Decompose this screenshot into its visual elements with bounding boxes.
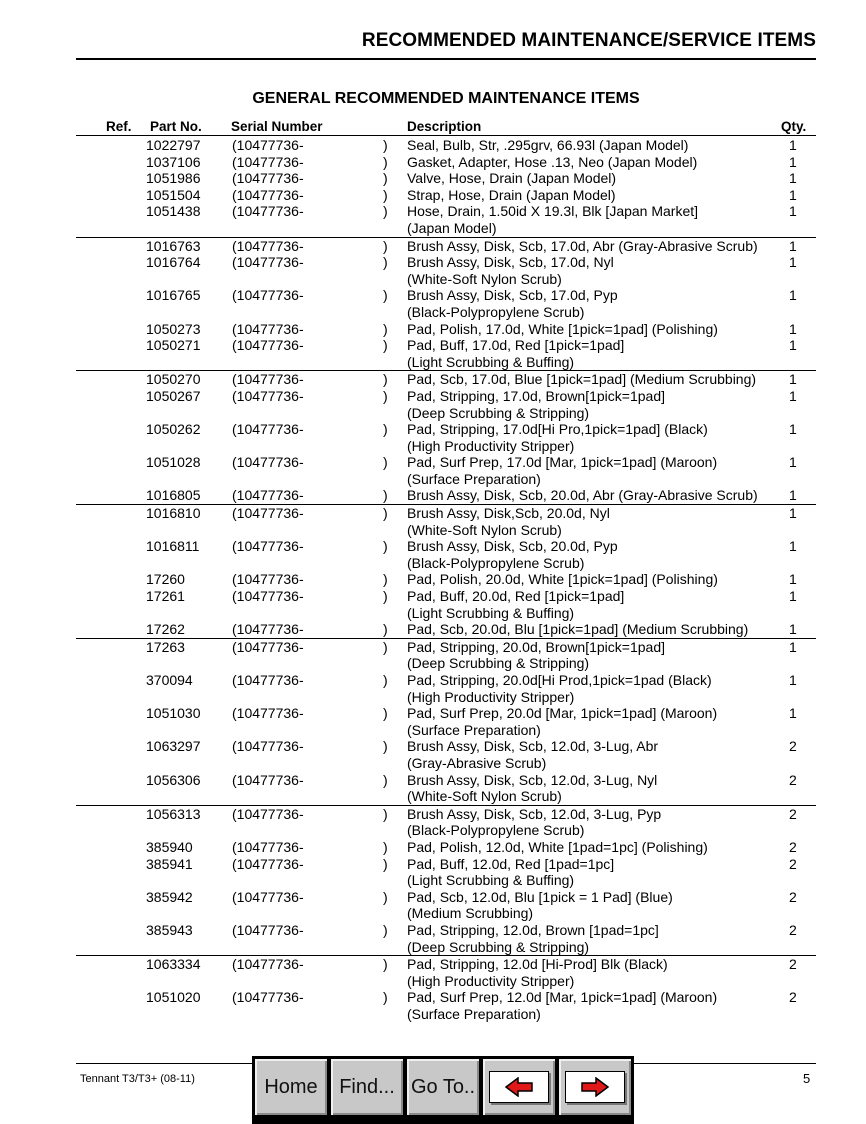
serial-number: (10477736- xyxy=(232,621,304,638)
quantity: 1 xyxy=(789,137,797,153)
page-title: RECOMMENDED MAINTENANCE/SERVICE ITEMS xyxy=(361,30,816,51)
serial-close: ) xyxy=(383,254,388,271)
serial-close: ) xyxy=(383,588,388,605)
serial-close: ) xyxy=(383,170,388,187)
part-number: 1016763 xyxy=(146,237,201,254)
serial-number: (10477736- xyxy=(232,855,304,872)
home-button[interactable]: Home xyxy=(254,1058,328,1116)
description-line2: (Surface Preparation) xyxy=(407,721,541,738)
description: Strap, Hose, Drain (Japan Model) xyxy=(407,186,616,203)
next-page-button[interactable] xyxy=(558,1058,632,1116)
quantity: 1 xyxy=(789,320,797,337)
serial-close: ) xyxy=(383,888,388,905)
serial-close: ) xyxy=(383,454,388,471)
table-row xyxy=(76,287,816,320)
description: Brush Assy, Disk, Scb, 12.0d, 3-Lug, Nyl xyxy=(407,771,658,788)
serial-close: ) xyxy=(383,505,388,522)
serial-number: (10477736- xyxy=(232,170,304,187)
table-row xyxy=(76,889,816,922)
red-left-arrow-icon xyxy=(504,1077,534,1097)
serial-close: ) xyxy=(383,956,388,973)
description: Pad, Stripping, 20.0d, Brown[1pick=1pad] xyxy=(407,638,666,655)
table-row xyxy=(76,588,816,621)
serial-close: ) xyxy=(383,137,388,153)
serial-number: (10477736- xyxy=(232,287,304,304)
description: Pad, Buff, 17.0d, Red [1pick=1pad] xyxy=(407,337,625,354)
col-header-part: Part No. xyxy=(150,119,202,134)
description-line2: (Japan Model) xyxy=(407,219,497,236)
quantity: 2 xyxy=(789,989,797,1006)
serial-close: ) xyxy=(383,638,388,655)
table-row xyxy=(76,772,816,805)
serial-close: ) xyxy=(383,771,388,788)
quantity: 1 xyxy=(789,505,797,522)
serial-number: (10477736- xyxy=(232,237,304,254)
quantity: 1 xyxy=(789,237,797,254)
table-row xyxy=(76,187,816,204)
serial-close: ) xyxy=(383,320,388,337)
description: Brush Assy, Disk, Scb, 17.0d, Nyl xyxy=(407,254,614,271)
quantity: 1 xyxy=(789,705,797,722)
col-header-qty: Qty. xyxy=(781,119,807,134)
quantity: 1 xyxy=(789,337,797,354)
description-line2: (High Productivity Stripper) xyxy=(407,972,575,989)
serial-number: (10477736- xyxy=(232,921,304,938)
part-number: 1016811 xyxy=(146,538,200,555)
serial-number: (10477736- xyxy=(232,738,304,755)
serial-number: (10477736- xyxy=(232,254,304,271)
quantity: 2 xyxy=(789,805,797,822)
description: Pad, Stripping, 17.0d[Hi Pro,1pick=1pad] (Black) xyxy=(407,421,708,438)
serial-number: (10477736- xyxy=(232,320,304,337)
part-number: 1051030 xyxy=(146,705,201,722)
serial-close: ) xyxy=(383,487,388,504)
part-number: 17262 xyxy=(146,621,185,638)
part-number: 385940 xyxy=(146,838,193,855)
description: Pad, Stripping, 12.0d [Hi-Prod] Blk (Black) xyxy=(407,956,668,973)
serial-number: (10477736- xyxy=(232,989,304,1006)
description: Pad, Polish, 12.0d, White [1pad=1pc] (Polishing) xyxy=(407,838,708,855)
description-line2: (Surface Preparation) xyxy=(407,1005,541,1022)
serial-number: (10477736- xyxy=(232,571,304,588)
table-row xyxy=(76,621,816,638)
description-line2: (White-Soft Nylon Scrub) xyxy=(407,521,562,538)
quantity: 1 xyxy=(789,487,797,504)
find-button[interactable]: Find... xyxy=(330,1058,404,1116)
quantity: 1 xyxy=(789,387,797,404)
table-row xyxy=(76,989,816,1022)
description: Pad, Surf Prep, 17.0d [Mar, 1pick=1pad] (Maroon) xyxy=(407,454,718,471)
header-divider xyxy=(76,58,816,60)
part-number: 1037106 xyxy=(146,153,201,170)
description-line2: (Light Scrubbing & Buffing) xyxy=(407,872,575,889)
navigation-bar xyxy=(252,1056,634,1124)
quantity: 2 xyxy=(789,838,797,855)
description: Pad, Stripping, 20.0d[Hi Prod,1pick=1pad (Black) xyxy=(407,672,712,688)
serial-number: (10477736- xyxy=(232,387,304,404)
serial-number: (10477736- xyxy=(232,337,304,354)
serial-number: (10477736- xyxy=(232,203,304,220)
part-number: 1050262 xyxy=(146,421,201,438)
serial-number: (10477736- xyxy=(232,505,304,522)
serial-close: ) xyxy=(383,805,388,822)
description: Hose, Drain, 1.50id X 19.3l, Blk [Japan Market] xyxy=(407,203,699,220)
table-row xyxy=(76,956,816,989)
serial-number: (10477736- xyxy=(232,421,304,438)
table-row xyxy=(76,154,816,171)
part-number: 385942 xyxy=(146,888,193,905)
col-header-description: Description xyxy=(407,119,482,134)
quantity: 1 xyxy=(789,421,797,438)
red-right-arrow-icon xyxy=(580,1077,610,1097)
table-row xyxy=(76,454,816,487)
description: Brush Assy, Disk, Scb, 20.0d, Pyp xyxy=(407,538,618,555)
serial-close: ) xyxy=(383,705,388,722)
serial-close: ) xyxy=(383,237,388,254)
serial-number: (10477736- xyxy=(232,454,304,471)
part-number: 1051986 xyxy=(146,170,201,187)
description-line2: (White-Soft Nylon Scrub) xyxy=(407,270,562,287)
serial-close: ) xyxy=(383,855,388,872)
serial-close: ) xyxy=(383,989,388,1006)
quantity: 1 xyxy=(789,454,797,471)
table-row xyxy=(76,421,816,454)
previous-page-button[interactable] xyxy=(482,1058,556,1116)
quantity: 1 xyxy=(789,186,797,203)
description-line2: (Light Scrubbing & Buffing) xyxy=(407,353,575,370)
table-row xyxy=(76,738,816,771)
serial-close: ) xyxy=(383,571,388,588)
serial-number: (10477736- xyxy=(232,888,304,905)
quantity: 1 xyxy=(789,254,797,271)
part-number: 1016805 xyxy=(146,487,201,504)
quantity: 2 xyxy=(789,738,797,755)
table-row xyxy=(76,137,816,154)
serial-close: ) xyxy=(383,421,388,438)
description-line2: (High Productivity Stripper) xyxy=(407,437,575,454)
description-line2: (Black-Polypropylene Scrub) xyxy=(407,303,585,320)
table-row xyxy=(76,806,816,839)
serial-close: ) xyxy=(383,672,388,688)
part-number: 17263 xyxy=(146,638,185,655)
quantity: 1 xyxy=(789,203,797,220)
parts-table xyxy=(76,137,816,1022)
table-row xyxy=(76,856,816,889)
serial-number: (10477736- xyxy=(232,956,304,973)
serial-number: (10477736- xyxy=(232,805,304,822)
quantity: 2 xyxy=(789,855,797,872)
table-row xyxy=(76,705,816,738)
description: Seal, Bulb, Str, .295grv, 66.93l (Japan Model) xyxy=(407,137,689,153)
quantity: 2 xyxy=(789,921,797,938)
description-line2: (Black-Polypropylene Scrub) xyxy=(407,822,585,839)
serial-number: (10477736- xyxy=(232,638,304,655)
description: Pad, Scb, 20.0d, Blu [1pick=1pad] (Medium Scrubbing) xyxy=(407,621,749,638)
description: Brush Assy, Disk, Scb, 12.0d, 3-Lug, Pyp xyxy=(407,805,662,822)
part-number: 1016765 xyxy=(146,287,201,304)
part-number: 1051504 xyxy=(146,186,201,203)
description: Pad, Surf Prep, 12.0d [Mar, 1pick=1pad] (Maroon) xyxy=(407,989,718,1006)
quantity: 1 xyxy=(789,371,797,388)
description-line2: (Medium Scrubbing) xyxy=(407,905,534,922)
quantity: 1 xyxy=(789,621,797,638)
table-row xyxy=(76,337,816,370)
description: Pad, Buff, 20.0d, Red [1pick=1pad] xyxy=(407,588,625,605)
part-number: 385943 xyxy=(146,921,193,938)
serial-number: (10477736- xyxy=(232,838,304,855)
description: Gasket, Adapter, Hose .13, Neo (Japan Model) xyxy=(407,153,698,170)
serial-number: (10477736- xyxy=(232,371,304,388)
quantity: 1 xyxy=(789,170,797,187)
col-header-serial: Serial Number xyxy=(231,119,323,134)
description: Pad, Polish, 20.0d, White [1pick=1pad] (Polishing) xyxy=(407,571,718,588)
col-header-ref: Ref. xyxy=(106,119,132,134)
table-row xyxy=(76,922,816,955)
description: Pad, Surf Prep, 20.0d [Mar, 1pick=1pad] (Maroon) xyxy=(407,705,718,722)
description: Brush Assy, Disk, Scb, 20.0d, Abr (Gray-Abrasive Scrub) xyxy=(407,487,758,504)
table-row xyxy=(76,203,816,236)
serial-number: (10477736- xyxy=(232,186,304,203)
serial-number: (10477736- xyxy=(232,705,304,722)
part-number: 1056306 xyxy=(146,771,201,788)
part-number: 1016810 xyxy=(146,505,201,522)
footer-model: Tennant T3/T3+ (08-11) xyxy=(80,1073,195,1085)
part-number: 1051020 xyxy=(146,989,201,1006)
serial-close: ) xyxy=(383,153,388,170)
serial-number: (10477736- xyxy=(232,672,304,688)
description: Pad, Scb, 12.0d, Blu [1pick = 1 Pad] (Blue) xyxy=(407,888,673,905)
description-line2: (Deep Scrubbing & Stripping) xyxy=(407,938,590,955)
table-row xyxy=(76,538,816,571)
column-header-divider xyxy=(76,135,816,136)
part-number: 1050270 xyxy=(146,371,201,388)
part-number: 1050271 xyxy=(146,337,201,354)
serial-number: (10477736- xyxy=(232,153,304,170)
serial-close: ) xyxy=(383,621,388,638)
table-row xyxy=(76,388,816,421)
serial-close: ) xyxy=(383,371,388,388)
serial-close: ) xyxy=(383,387,388,404)
description: Brush Assy, Disk, Scb, 12.0d, 3-Lug, Abr xyxy=(407,738,659,755)
table-row xyxy=(76,321,816,338)
description: Brush Assy, Disk, Scb, 17.0d, Abr (Gray-Abrasive Scrub) xyxy=(407,237,758,254)
table-row xyxy=(76,672,816,705)
table-row xyxy=(76,487,816,504)
description: Pad, Stripping, 12.0d, Brown [1pad=1pc] xyxy=(407,921,659,938)
quantity: 2 xyxy=(789,956,797,973)
part-number: 1051438 xyxy=(146,203,201,220)
description: Pad, Stripping, 17.0d, Brown[1pick=1pad] xyxy=(407,387,666,404)
description: Pad, Buff, 12.0d, Red [1pad=1pc] xyxy=(407,855,615,872)
part-number: 1050267 xyxy=(146,387,201,404)
serial-number: (10477736- xyxy=(232,771,304,788)
description-line2: (White-Soft Nylon Scrub) xyxy=(407,788,562,805)
part-number: 385941 xyxy=(146,855,193,872)
description: Brush Assy, Disk, Scb, 17.0d, Pyp xyxy=(407,287,618,304)
part-number: 1051028 xyxy=(146,454,201,471)
quantity: 1 xyxy=(789,287,797,304)
table-row xyxy=(76,839,816,856)
part-number: 1056313 xyxy=(146,805,201,822)
quantity: 2 xyxy=(789,888,797,905)
serial-number: (10477736- xyxy=(232,137,304,153)
part-number: 17260 xyxy=(146,571,185,588)
quantity: 1 xyxy=(789,672,797,688)
page-number: 5 xyxy=(803,1071,811,1086)
description-line2: (Surface Preparation) xyxy=(407,470,541,487)
section-title: GENERAL RECOMMENDED MAINTENANCE ITEMS xyxy=(252,90,640,107)
serial-number: (10477736- xyxy=(232,588,304,605)
description-line2: (Light Scrubbing & Buffing) xyxy=(407,604,575,621)
table-row xyxy=(76,238,816,255)
serial-number: (10477736- xyxy=(232,538,304,555)
serial-close: ) xyxy=(383,738,388,755)
quantity: 2 xyxy=(789,771,797,788)
table-row xyxy=(76,170,816,187)
part-number: 370094 xyxy=(146,672,193,688)
description-line2: (Gray-Abrasive Scrub) xyxy=(407,754,547,771)
serial-close: ) xyxy=(383,538,388,555)
description-line2: (High Productivity Stripper) xyxy=(407,688,575,705)
table-row xyxy=(76,254,816,287)
table-row xyxy=(76,571,816,588)
serial-close: ) xyxy=(383,921,388,938)
quantity: 1 xyxy=(789,153,797,170)
description-line2: (Black-Polypropylene Scrub) xyxy=(407,554,585,571)
serial-close: ) xyxy=(383,287,388,304)
serial-close: ) xyxy=(383,186,388,203)
part-number: 17261 xyxy=(146,588,185,605)
part-number: 1022797 xyxy=(146,137,201,153)
quantity: 1 xyxy=(789,588,797,605)
part-number: 1050273 xyxy=(146,320,201,337)
part-number: 1016764 xyxy=(146,254,201,271)
description: Pad, Polish, 17.0d, White [1pick=1pad] (Polishing) xyxy=(407,320,718,337)
goto-button[interactable]: Go To.. xyxy=(406,1058,480,1116)
description: Valve, Hose, Drain (Japan Model) xyxy=(407,170,617,187)
serial-number: (10477736- xyxy=(232,487,304,504)
quantity: 1 xyxy=(789,638,797,655)
table-row xyxy=(76,505,816,538)
description-line2: (Deep Scrubbing & Stripping) xyxy=(407,655,590,672)
serial-close: ) xyxy=(383,203,388,220)
description-line2: (Deep Scrubbing & Stripping) xyxy=(407,404,590,421)
quantity: 1 xyxy=(789,538,797,555)
description: Pad, Scb, 17.0d, Blue [1pick=1pad] (Medium Scrubbing) xyxy=(407,371,757,388)
part-number: 1063334 xyxy=(146,956,201,973)
description: Brush Assy, Disk,Scb, 20.0d, Nyl xyxy=(407,505,610,522)
quantity: 1 xyxy=(789,571,797,588)
serial-close: ) xyxy=(383,838,388,855)
part-number: 1063297 xyxy=(146,738,201,755)
table-row xyxy=(76,639,816,672)
table-row xyxy=(76,371,816,388)
serial-close: ) xyxy=(383,337,388,354)
